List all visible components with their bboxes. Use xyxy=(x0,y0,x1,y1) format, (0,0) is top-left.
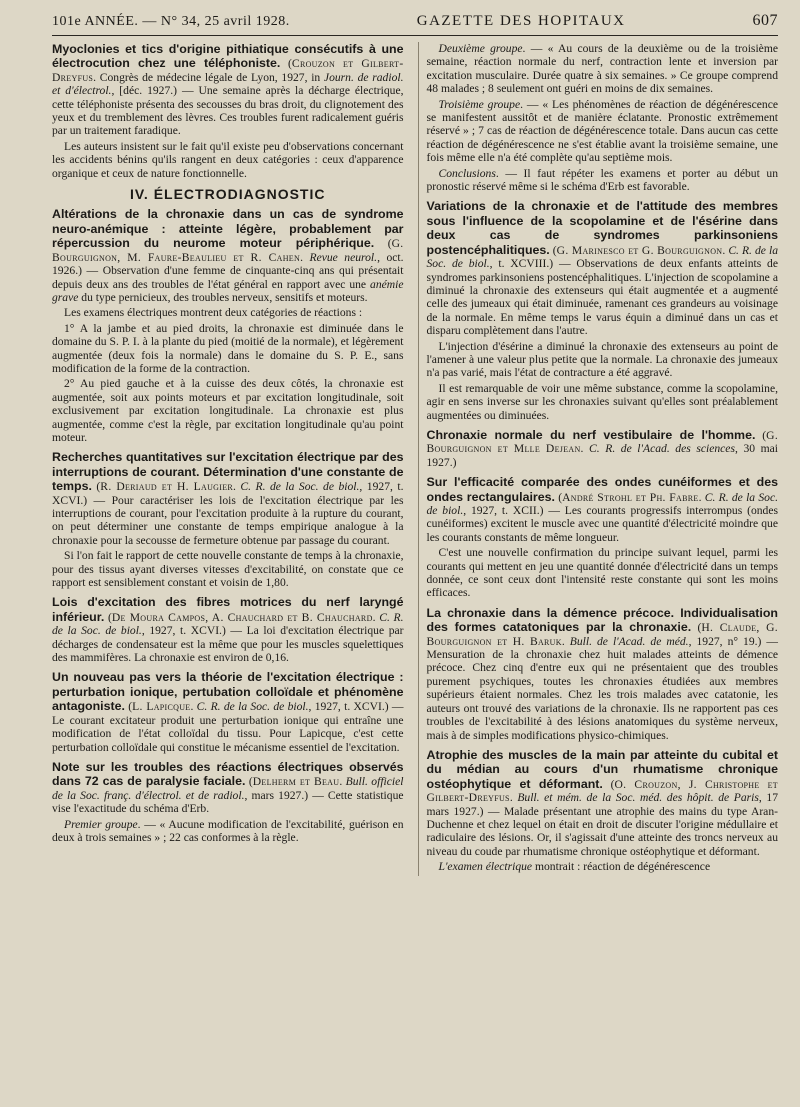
group-label: Troisième groupe xyxy=(438,97,521,111)
journal-title: GAZETTE DES HOPITAUX xyxy=(416,13,626,29)
article-title: Recherches quantitatives sur l'excitation électrique par des interruptions de courant. Détermination d'une constante de temps. xyxy=(52,450,404,494)
article-text: Myoclonies et tics d'origine pithiatique consécutifs à une électrocution chez une téléphoniste. (Crouzon et Gilbert-Dreyfus. Congrès de médecine légale de Lyon, 1927, in Journ. de radiol. et d'électrol., [déc. 1927.) — Une semaine après la décharge électrique, cette téléphoniste présenta des secousses du bras droit, du clignotement des yeux et du tremblement des lèvres. Ces troubles furent radicalement guéris par un traitement faradique. xyxy=(52,42,404,138)
article-paragraph: 2° Au pied gauche et à la cuisse des deux côtés, la chronaxie est augmentée, soit aux points moteurs et par excitation longitudinale, soit exclusivement par excitation longitudinale. La chronaxie est plus augmentée, comme c'est la règle, par excitation longitudinale qu'au point moteur. xyxy=(52,377,404,444)
article-ondes-cuneiformes xyxy=(427,475,779,600)
left-column xyxy=(52,42,404,876)
article-demence-precoce xyxy=(427,606,779,742)
article-text: Recherches quantitatives sur l'excitation électrique par des interruptions de courant. Détermination d'une constante de temps. (R. Deriaud et H. Laugier. C. R. de la Soc. de biol., 1927, t. XCVI.) — Pour caractériser les lois de l'excitation électrique par les interruptions de courant, pour l'excitation produite à la rupture du courant, on peut déterminer une constante de temps empirique analogue à la chronaxie pour la secousse de fermeture obtenue par passage du courant. xyxy=(52,450,404,547)
article-title: Sur l'efficacité comparée des ondes cunéiformes et des ondes rectangulaires. xyxy=(426,475,778,504)
article-paragraph: Les examens électriques montrent deux catégories de réactions : xyxy=(64,306,363,320)
article-text: Note sur les troubles des réactions électriques observés dans 72 cas de paralysie faciale. (Delherm et Beau. Bull. officiel de la Soc. franç. d'électrol. et de radiol., mars 1927.) — Cette statistique vise l'exactitude du schéma d'Erb. xyxy=(52,759,404,816)
article-journal: C. R. de la Soc. de biol. xyxy=(52,610,404,638)
group-label: Premier groupe xyxy=(64,817,138,831)
article-paragraph: Il est remarquable de voir une même substance, comme la scopolamine, agir en sens inverse sur les chronaxies suivant qu'elles sont préalablement augmentées ou diminuées. xyxy=(426,381,778,422)
article-text: Altérations de la chronaxie dans un cas de syndrome neuro-anémique : atteinte légère, probablement par répercussion du neurome moteur périphérique. (G. Bourguignon, M. Faure-Beaulieu et R. Cahen. Revue neurol., oct. 1926.) — Observation d'une femme de cinquante-cinq ans qui présentait depuis deux ans des troubles de l'état général en rapport avec une anémie grave du type pernicieux, des troubles nerveux, sensitifs et moteurs. xyxy=(52,207,404,304)
article-text: Sur l'efficacité comparée des ondes cunéiformes et des ondes rectangulaires. (André Strohl et Ph. Fabre. C. R. de la Soc. de biol., 1927, t. XCII.) — Les courants progressifs interrompus (ondes cunéiformes) excitent le muscle avec une quantité d'électricité moindre que les courants constants de même longueur. xyxy=(426,475,779,544)
article-paralysie-faciale-continued xyxy=(427,42,779,193)
article-paragraph: C'est une nouvelle confirmation du principe suivant lequel, parmi les courants qui mettent en jeu une quantité donnée d'électricité dans un temps donnée, ce sont ceux dont l'intensité reste constante qui sont les moins efficaces. xyxy=(426,546,778,600)
article-authors: De Moura Campos, A. Chauchard et B. Chauchard xyxy=(111,610,373,624)
article-journal: Revue neurol. xyxy=(309,250,378,264)
article-authors: R. Deriaud et H. Laugier xyxy=(100,480,234,494)
group-label: Deuxième groupe xyxy=(438,42,523,55)
article-paragraph: Deuxième groupe. — « Au cours de la deuxième ou de la troisième semaine, réaction normale du nerf, contraction lente et inversion par excitation musculaire. Durée quatre à six semaines. » Ce groupe comprend 48 malades ; 8 seulement ont guéri en moins de dix semaines. xyxy=(426,42,778,96)
article-authors: Crouzon et Gilbert-Dreyfus xyxy=(52,57,404,84)
article-atrophie-muscles xyxy=(427,748,779,874)
article-journal: C. R. de la Soc. de biol. xyxy=(426,490,779,517)
article-authors: O. Crouzon, J. Christophe et Gilbert-Dreyfus xyxy=(426,777,778,805)
article-paragraph: L'examen électrique montrait : réaction de dégénérescence xyxy=(438,860,711,874)
issue-info: 101e ANNÉE. — N° 34, 25 avril 1928. xyxy=(52,14,290,29)
article-alterations-chronaxie xyxy=(52,207,404,444)
article-title: Variations de la chronaxie et de l'attitude des membres sous l'influence de la scopolamine et de l'ésérine dans deux cas de syndromes parkinsoniens postencéphalitiques. xyxy=(426,199,778,257)
article-title: Atrophie des muscles de la main par atteinte du cubital et du médian au cours d'un rhumatisme chronique ostéophytique et déformant. xyxy=(426,747,778,791)
article-text: Un nouveau pas vers la théorie de l'excitation électrique : perturbation ionique, pertubation colloïdale et phénomène antagoniste. (L. Lapicque. C. R. de la Soc. de biol., 1927, t. XCVI.) — Le courant excitateur produit une perturbation ionique qui entraîne une modification de l'état colloïdal du tissu. Pour Lapicque, c'est cette perturbation colloïdale qui constitue le mécanisme essentiel de l'excitation. xyxy=(52,670,404,754)
article-paragraph: Troisième groupe. — « Les phénomènes de réaction de dégénérescence se manifestent aussitôt et de manière éclatante. Pronostic extrêmement réservé » ; 7 cas de réaction de dégénérescence totale. Dans aucun cas cette réaction de dégénérescence ne s'est établie avant la troisième semaine, une fois même elle n'a été complète qu'au septième mois. xyxy=(426,97,778,165)
article-authors: G. Marinesco et G. Bourguignon xyxy=(556,243,723,257)
article-authors: H. Claude, G. Bourguignon et H. Baruk xyxy=(426,621,778,648)
article-text: Atrophie des muscles de la main par atteinte du cubital et du médian au cours d'un rhumatisme chronique ostéophytique et déformant. (O. Crouzon, J. Christophe et Gilbert-Dreyfus. Bull. et mém. de la Soc. méd. des hôpit. de Paris, 17 mars 1927.) — Malade présentant une atrophie des mains du type Aran-Duchenne et chez lequel on était en droit de discuter l'origine médullaire et radiculaire des lésions. Or, il s'agissait d'une atteinte des troncs nerveux au niveau du coude par rhumatisme chronique ostéophytique et déformant. xyxy=(426,747,778,858)
article-journal: Bull. et mém. de la Soc. méd. des hôpit. de Paris xyxy=(517,791,759,805)
section-heading: IV. ÉLECTRODIAGNOSTIC xyxy=(129,186,326,203)
article-paragraph: Les auteurs insistent sur le fait qu'il existe peu d'observations concernant les accidents bénins qu'ils rangent en deux catégories : ceux d'apparence organique et ceux de nature fonctionnelle. xyxy=(52,139,404,180)
article-variations-chronaxie xyxy=(427,199,779,422)
article-authors: G. Bourguignon, M. Faure-Beaulieu et R. Cahen xyxy=(52,237,404,264)
article-title: Un nouveau pas vers la théorie de l'excitation électrique : perturbation ionique, pertubation colloïdale et phénomène antagoniste. xyxy=(52,670,404,714)
article-title: Myoclonies et tics d'origine pithiatique consécutifs à une électrocution chez une téléphoniste. xyxy=(52,42,404,71)
article-journal: Bull. officiel de la Soc. franç. d'électrol. et de radiol. xyxy=(52,775,404,802)
article-paragraph: Premier groupe. — « Aucune modification de l'excitabilité, guérison en deux à trois semaines » ; 22 cas conformes à la règle. xyxy=(52,817,404,844)
article-myoclonies xyxy=(52,42,404,180)
page-number: 607 xyxy=(752,12,778,29)
article-title: Chronaxie normale du nerf vestibulaire de l'homme. xyxy=(426,427,756,442)
article-journal: C. R. de l'Acad. des sciences xyxy=(589,442,735,456)
article-authors: Delherm et Beau xyxy=(252,775,340,789)
article-recherches-quantitatives xyxy=(52,450,404,589)
group-label: Conclusions xyxy=(438,166,496,180)
article-journal: C. R. de la Soc. de biol. xyxy=(196,700,309,714)
article-text: Chronaxie normale du nerf vestibulaire de l'homme. (G. Bourguignon et Mlle Dejean. C. R. de l'Acad. des sciences, 30 mai 1927.) xyxy=(426,427,779,469)
article-chronaxie-vestibulaire xyxy=(427,428,779,469)
article-text: Lois d'excitation des fibres motrices du nerf laryngé inférieur. (De Moura Campos, A. Chauchard et B. Chauchard. C. R. de la Soc. de biol., 1927, t. XCVI.) — La loi d'excitation électrique par décharges de condensateur est la même que pour les muscles squelettiques des mammifères. La chronaxie est environ de 0,16. xyxy=(52,595,404,665)
article-title: La chronaxie dans la démence précoce. Individualisation des formes catatoniques par la chronaxie. xyxy=(426,605,778,635)
article-text: La chronaxie dans la démence précoce. Individualisation des formes catatoniques par la chronaxie. (H. Claude, G. Bourguignon et H. Baruk. Bull. de l'Acad. de méd., 1927, n° 19.) — Mensuration de la chronaxie chez huit malades atteints de démence précoce. Chez cinq d'entre eux qui ne présentaient que des troubles purement psychiques, toutes les chronaxies étudiées aux membres supérieurs étaient normales. Chez les trois malades avec catatonie, les auteurs ont trouvé des variations de la chronaxie. Ils ne rapportent pas ces troubles de l'excitabilité à des lésions anatomiques du système nerveux, mais à de simples modifications physico-chimiques. xyxy=(426,605,778,742)
running-header xyxy=(52,12,778,36)
article-authors: G. Bourguignon et Mlle Dejean xyxy=(426,428,779,456)
article-journal: Journ. de radiol. et d'électrol. xyxy=(52,70,404,98)
article-paragraph: Conclusions. — Il faut répéter les examens et porter au début un pronostic réservé même si le schéma d'Erb est favorable. xyxy=(426,166,778,194)
article-journal: Bull. de l'Acad. de méd. xyxy=(569,634,689,648)
article-authors: L. Lapicque xyxy=(132,700,191,714)
article-paragraph: 1° A la jambe et au pied droits, la chronaxie est diminuée dans le domaine du S. P. I. à la plante du pied (moitié de la normale), et légèrement augmentée (deux fois la normale) dans le domaine du S. P. E., sans modification de la forme de la contraction. xyxy=(52,321,404,375)
article-journal: C. R. de la Soc. de biol. xyxy=(240,480,360,494)
article-paralysie-faciale xyxy=(52,760,404,844)
article-title: Note sur les troubles des réactions électriques observés dans 72 cas de paralysie faciale. xyxy=(52,759,404,789)
article-paragraph: Si l'on fait le rapport de cette nouvelle constante de temps à la chronaxie, pour des tissus ayant diverses vitesses d'excitabilité, on constate que ce rapport est sensiblement constant et voisin de 1,80. xyxy=(52,549,404,590)
article-title: Altérations de la chronaxie dans un cas de syndrome neuro-anémique : atteinte légère, probablement par répercussion du neurome moteur périphérique. xyxy=(52,207,404,251)
article-authors: André Strohl et Ph. Fabre xyxy=(562,490,699,504)
article-title: Lois d'excitation des fibres motrices du nerf laryngé inférieur. xyxy=(52,595,404,624)
two-column-body xyxy=(52,42,778,876)
article-journal: C. R. de la Soc. de biol. xyxy=(426,243,778,271)
article-paragraph: L'injection d'ésérine a diminué la chronaxie des extenseurs au point de l'amener à une valeur plus petite que la normale. La chronaxie des jumeaux n'a pas varié, mais l'état de contracture a été aggravé. xyxy=(426,339,778,380)
article-text: Variations de la chronaxie et de l'attitude des membres sous l'influence de la scopolamine et de l'ésérine dans deux cas de syndromes parkinsoniens postencéphalitiques. (G. Marinesco et G. Bourguignon. C. R. de la Soc. de biol., t. XCVIII.) — Observations de deux enfants atteints de syndromes parkinsoniens postencéphalitiques. L'injection de scopolamine a diminué la chronaxie des extenseurs qui était augmentée et a augmenté celle des jumeaux qui était diminuée, ramenant ces grandeurs au voisinage de la normale. En même temps le varus équin a diminué dans un cas et disparu complètement dans l'autre. xyxy=(426,199,778,338)
emphasis: L'examen électrique xyxy=(438,860,533,874)
article-nouveau-pas xyxy=(52,670,404,753)
emphasis: anémie grave xyxy=(52,277,404,304)
article-lois-excitation xyxy=(52,595,404,664)
right-column xyxy=(418,42,779,876)
